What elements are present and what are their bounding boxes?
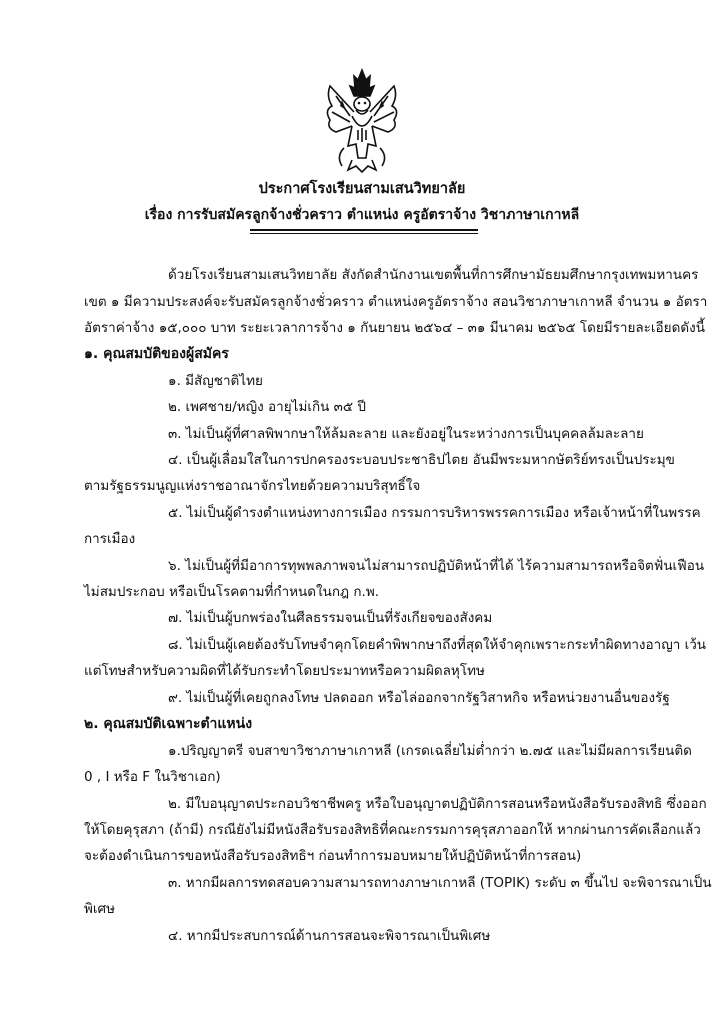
list-item-continuation: จะต้องดำเนินการขอหนังสือรับรองสิทธิฯ ก่อนทำการมอบหมายให้ปฏิบัติหน้าที่การสอน) [84,848,582,864]
list-item-continuation: การเมือง [84,531,136,547]
list-item: ๓. หากมีผลการทดสอบความสามารถทางภาษาเกาหลี (TOPIK) ระดับ ๓ ขึ้นไป จะพิจารณาเป็น [168,875,712,891]
list-item: ๖. ไม่เป็นผู้ที่มีอาการทุพพลภาพจนไม่สามารถปฏิบัติหน้าที่ได้ ไร้ความสามารถหรือจิตฟั่นเฟือน [168,558,705,574]
document-title: ประกาศโรงเรียนสามเสนวิทยาลัย [258,181,466,197]
list-item-continuation: 0 , I หรือ F ในวิชาเอก) [84,769,221,785]
list-item: ๕. ไม่เป็นผู้ดำรงตำแหน่งทางการเมือง กรรมการบริหารพรรคการเมือง หรือเจ้าหน้าที่ในพรรค [168,505,701,521]
list-item-continuation: ตามรัฐธรรมนูญแห่งราชอาณาจักรไทยด้วยความบริสุทธิ์ใจ [84,478,421,494]
list-item: ๘. ไม่เป็นผู้เคยต้องรับโทษจำคุกโดยคำพิพากษาถึงที่สุดให้จำคุกเพราะกระทำผิดทางอาญา เว้น [168,637,707,653]
list-item-continuation: พิเศษ [84,901,115,917]
list-item-continuation: ไม่สมประกอบ หรือเป็นโรคตามที่กำหนดในกฎ ก.พ. [84,584,380,600]
list-item: ๑. มีสัญชาติไทย [168,373,263,389]
list-item: ๔. หากมีประสบการณ์ด้านการสอนจะพิจารณาเป็นพิเศษ [168,928,491,944]
document-subject: เรื่อง การรับสมัครลูกจ้างชั่วคราว ตำแหน่ง ครูอัตราจ้าง วิชาภาษาเกาหลี [144,207,580,223]
section-heading: ๒. คุณสมบัติเฉพาะตำแหน่ง [84,716,253,732]
garuda-emblem-icon [322,66,402,174]
list-item: ๔. เป็นผู้เลื่อมใสในการปกครองระบอบประชาธิปไตย อันมีพระมหากษัตริย์ทรงเป็นประมุข [168,452,675,468]
intro-line: อัตราค่าจ้าง ๑๕,๐๐๐ บาท ระยะเวลาการจ้าง ๑ กันยายน ๒๕๖๔ – ๓๑ มีนาคม ๒๕๖๕ โดยมีรายละเอียดดังนี้ [84,320,705,336]
list-item: ๗. ไม่เป็นผู้บกพร่องในศีลธรรมจนเป็นที่รังเกียจของสังคม [168,610,493,626]
list-item: ๑.ปริญญาตรี จบสาขาวิชาภาษาเกาหลี (เกรดเฉลี่ยไม่ต่ำกว่า ๒.๗๕ และไม่มีผลการเรียนติด [168,743,692,759]
list-item-continuation: แต่โทษสำหรับความผิดที่ได้รับกระทำโดยประมาทหรือความผิดลหุโทษ [84,663,485,679]
intro-line: ด้วยโรงเรียนสามเสนวิทยาลัย สังกัดสำนักงานเขตพื้นที่การศึกษามัธยมศึกษากรุงเทพมหานคร [168,267,699,283]
list-item: ๒. เพศชาย/หญิง อายุไม่เกิน ๓๕ ปี [168,399,366,415]
list-item: ๙. ไม่เป็นผู้ที่เคยถูกลงโทษ ปลดออก หรือไล่ออกจากรัฐวิสาหกิจ หรือหน่วยงานอื่นของรัฐ [168,690,670,706]
list-item-continuation: ให้โดยคุรุสภา (ถ้ามี) กรณียังไม่มีหนังสือรับรองสิทธิที่คณะกรรมการคุรุสภาออกให้ หากผ่านการคัดเลือกแล้ว [84,822,701,838]
title-divider [250,229,478,234]
intro-line: เขต ๑ มีความประสงค์จะรับสมัครลูกจ้างชั่วคราว ตำแหน่งครูอัตราจ้าง สอนวิชาภาษาเกาหลี จำนวน ๑ อัตรา [84,294,708,310]
section-heading: ๑. คุณสมบัติของผู้สมัคร [84,346,229,362]
list-item: ๒. มีใบอนุญาตประกอบวิชาชีพครู หรือใบอนุญาตปฏิบัติการสอนหรือหนังสือรับรองสิทธิ ซึ่งออก [168,796,707,812]
list-item: ๓. ไม่เป็นผู้ที่ศาลพิพากษาให้ล้มละลาย และยังอยู่ในระหว่างการเป็นบุคคลล้มละลาย [168,426,644,442]
